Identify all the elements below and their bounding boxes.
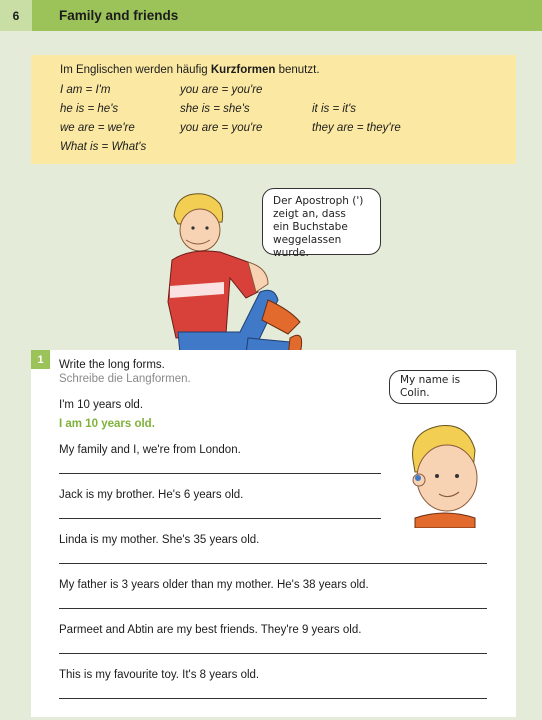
- short-form: you are = you're: [180, 122, 263, 134]
- apostrophe-speech-bubble: Der Apostroph (') zeigt an, dass ein Buchstabe weggelassen wurde.: [262, 188, 381, 255]
- page-number: 6: [0, 0, 32, 31]
- short-form: she is = she's: [180, 103, 250, 115]
- exercise-sentence: Parmeet and Abtin are my best friends. They're 9 years old.: [59, 624, 362, 636]
- exercise-sentence: My family and I, we're from London.: [59, 444, 241, 456]
- exercise-sentence: Jack is my brother. He's 6 years old.: [59, 489, 244, 501]
- answer-line[interactable]: [59, 653, 487, 654]
- exercise-instruction-german: Schreibe die Langformen.: [59, 373, 191, 385]
- grammar-infobox: [31, 55, 516, 164]
- exercise-instruction: Write the long forms.: [59, 359, 165, 371]
- infobox-intro: Im Englischen werden häufig Kurzformen benutzt.: [60, 64, 320, 76]
- colin-illustration: [405, 420, 485, 528]
- colin-speech-bubble: My name is Colin.: [389, 370, 497, 404]
- page-title: Family and friends: [59, 8, 179, 23]
- exercise-sentence: My father is 3 years older than my mother. He's 38 years old.: [59, 579, 369, 591]
- answer-line[interactable]: [59, 518, 381, 519]
- answer-line[interactable]: [59, 698, 487, 699]
- exercise-number-badge: 1: [31, 350, 50, 369]
- answer-line[interactable]: [59, 563, 487, 564]
- answer-line[interactable]: [59, 608, 487, 609]
- short-form: he is = he's: [60, 103, 119, 115]
- exercise-sentence: This is my favourite toy. It's 8 years old.: [59, 669, 260, 681]
- short-form: I am = I'm: [60, 84, 111, 96]
- short-form: you are = you're: [180, 84, 263, 96]
- short-form: we are = we're: [60, 122, 135, 134]
- short-form: they are = they're: [312, 122, 401, 134]
- answer-line[interactable]: [59, 473, 381, 474]
- short-form: What is = What's: [60, 141, 147, 153]
- exercise-sentence: Linda is my mother. She's 35 years old.: [59, 534, 260, 546]
- example-answer: I am 10 years old.: [59, 418, 155, 430]
- example-sentence: I'm 10 years old.: [59, 399, 144, 411]
- short-form: it is = it's: [312, 103, 357, 115]
